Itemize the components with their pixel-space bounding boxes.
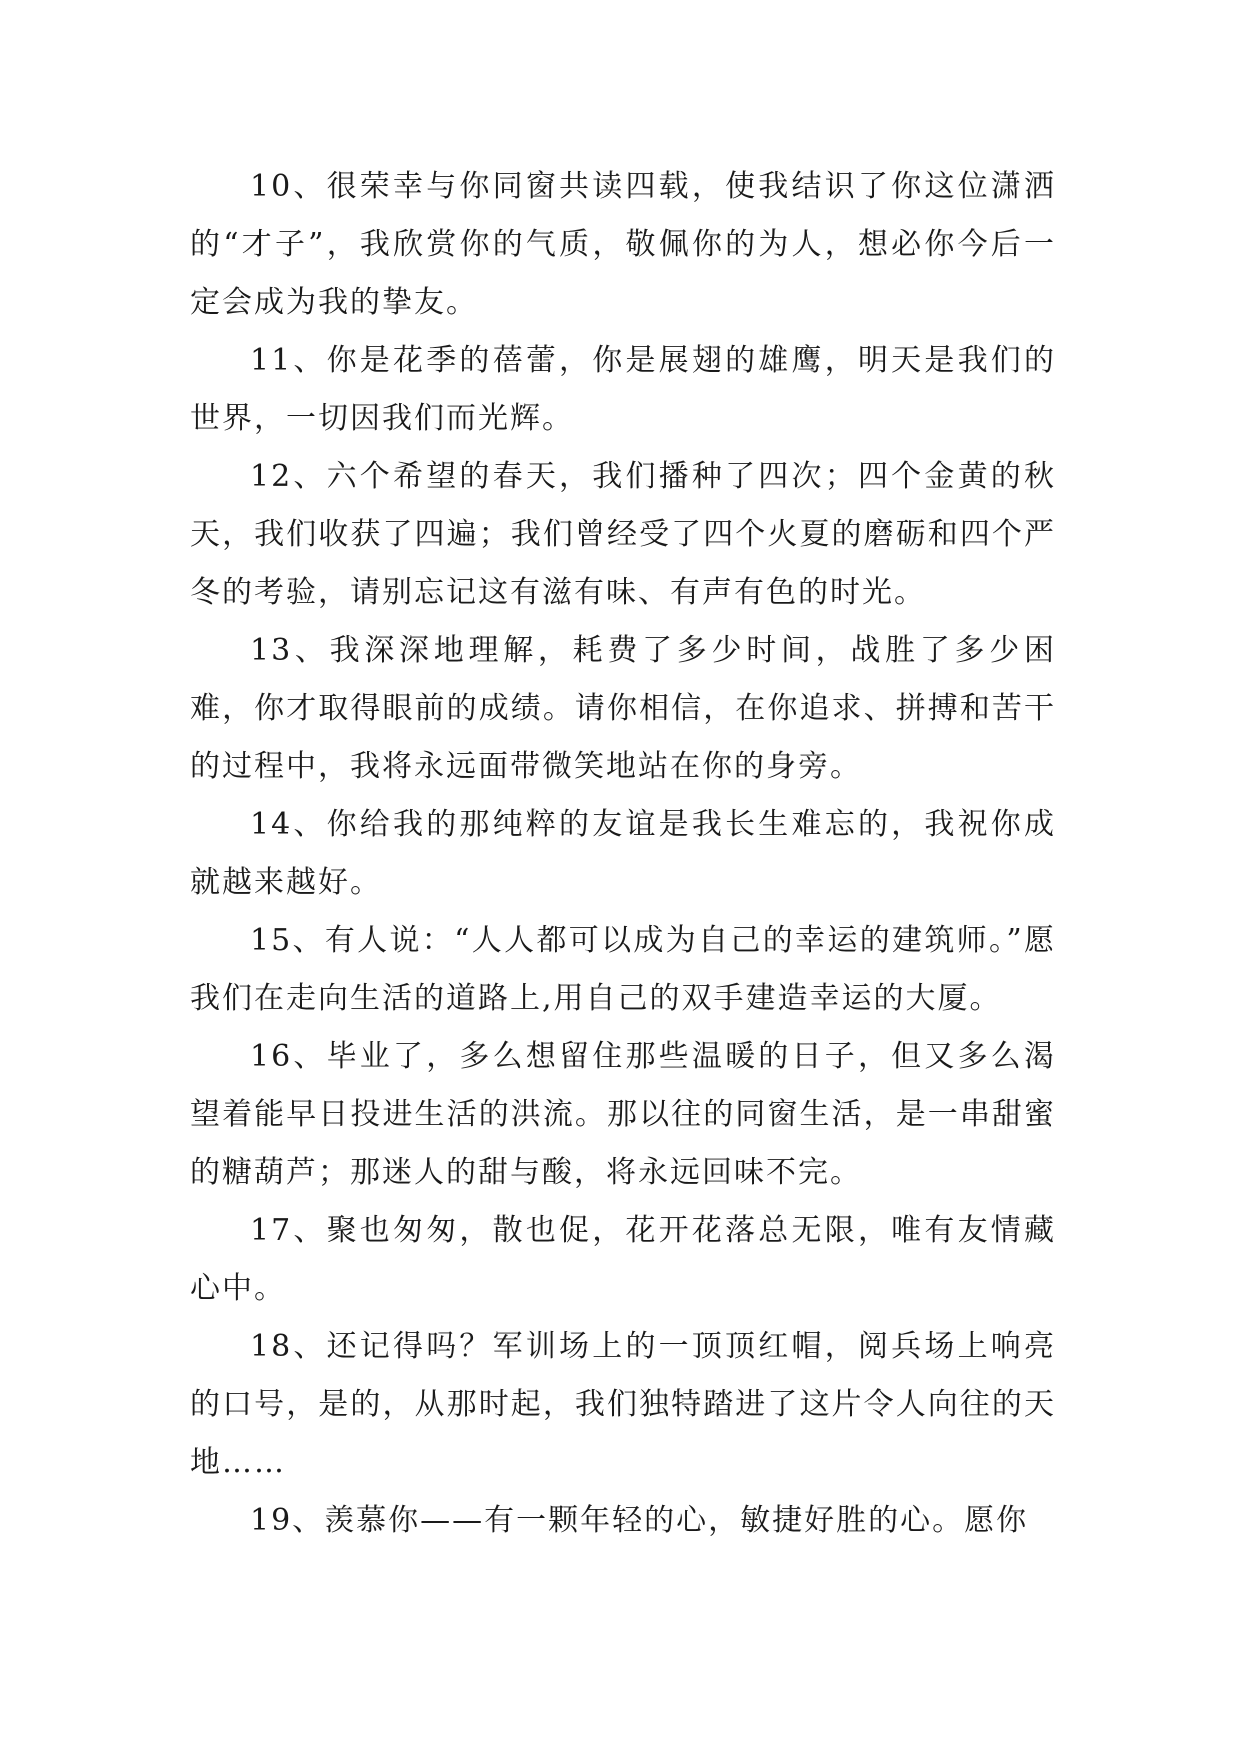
paragraph-11: 11、你是花季的蓓蕾，你是展翅的雄鹰，明天是我们的世界，一切因我们而光辉。 (190, 343, 1056, 436)
paragraph-17: 17、聚也匆匆，散也促，花开花落总无限，唯有友情藏心中。 (190, 1213, 1056, 1306)
paragraph-12: 12、六个希望的春天，我们播种了四次；四个金黄的秋天，我们收获了四遍；我们曾经受了四个火夏的磨砺和四个严冬的考验，请别忘记这有滋有味、有声有色的时光。 (190, 459, 1056, 610)
paragraph-14: 14、你给我的那纯粹的友谊是我长生难忘的，我祝你成就越来越好。 (190, 807, 1056, 900)
paragraph-15: 15、有人说：“人人都可以成为自己的幸运的建筑师。”愿我们在走向生活的道路上,用自己的双手建造幸运的大厦。 (190, 923, 1056, 1016)
paragraph-13: 13、我深深地理解，耗费了多少时间，战胜了多少困难，你才取得眼前的成绩。请你相信，在你追求、拼搏和苦干的过程中，我将永远面带微笑地站在你的身旁。 (190, 633, 1056, 784)
paragraph-18: 18、还记得吗？军训场上的一顶顶红帽，阅兵场上响亮的口号，是的，从那时起，我们独特踏进了这片令人向往的天地…… (190, 1329, 1056, 1480)
paragraph-19: 19、羡慕你——有一颗年轻的心，敏捷好胜的心。愿你 (250, 1503, 1029, 1538)
document-body (190, 158, 1056, 1550)
paragraph-10: 10、很荣幸与你同窗共读四载，使我结识了你这位潇洒的“才子”，我欣赏你的气质，敬佩你的为人，想必你今后一定会成为我的挚友。 (190, 169, 1056, 320)
paragraph-16: 16、毕业了，多么想留住那些温暖的日子，但又多么渴望着能早日投进生活的洪流。那以往的同窗生活，是一串甜蜜的糖葫芦；那迷人的甜与酸，将永远回味不完。 (190, 1039, 1056, 1190)
